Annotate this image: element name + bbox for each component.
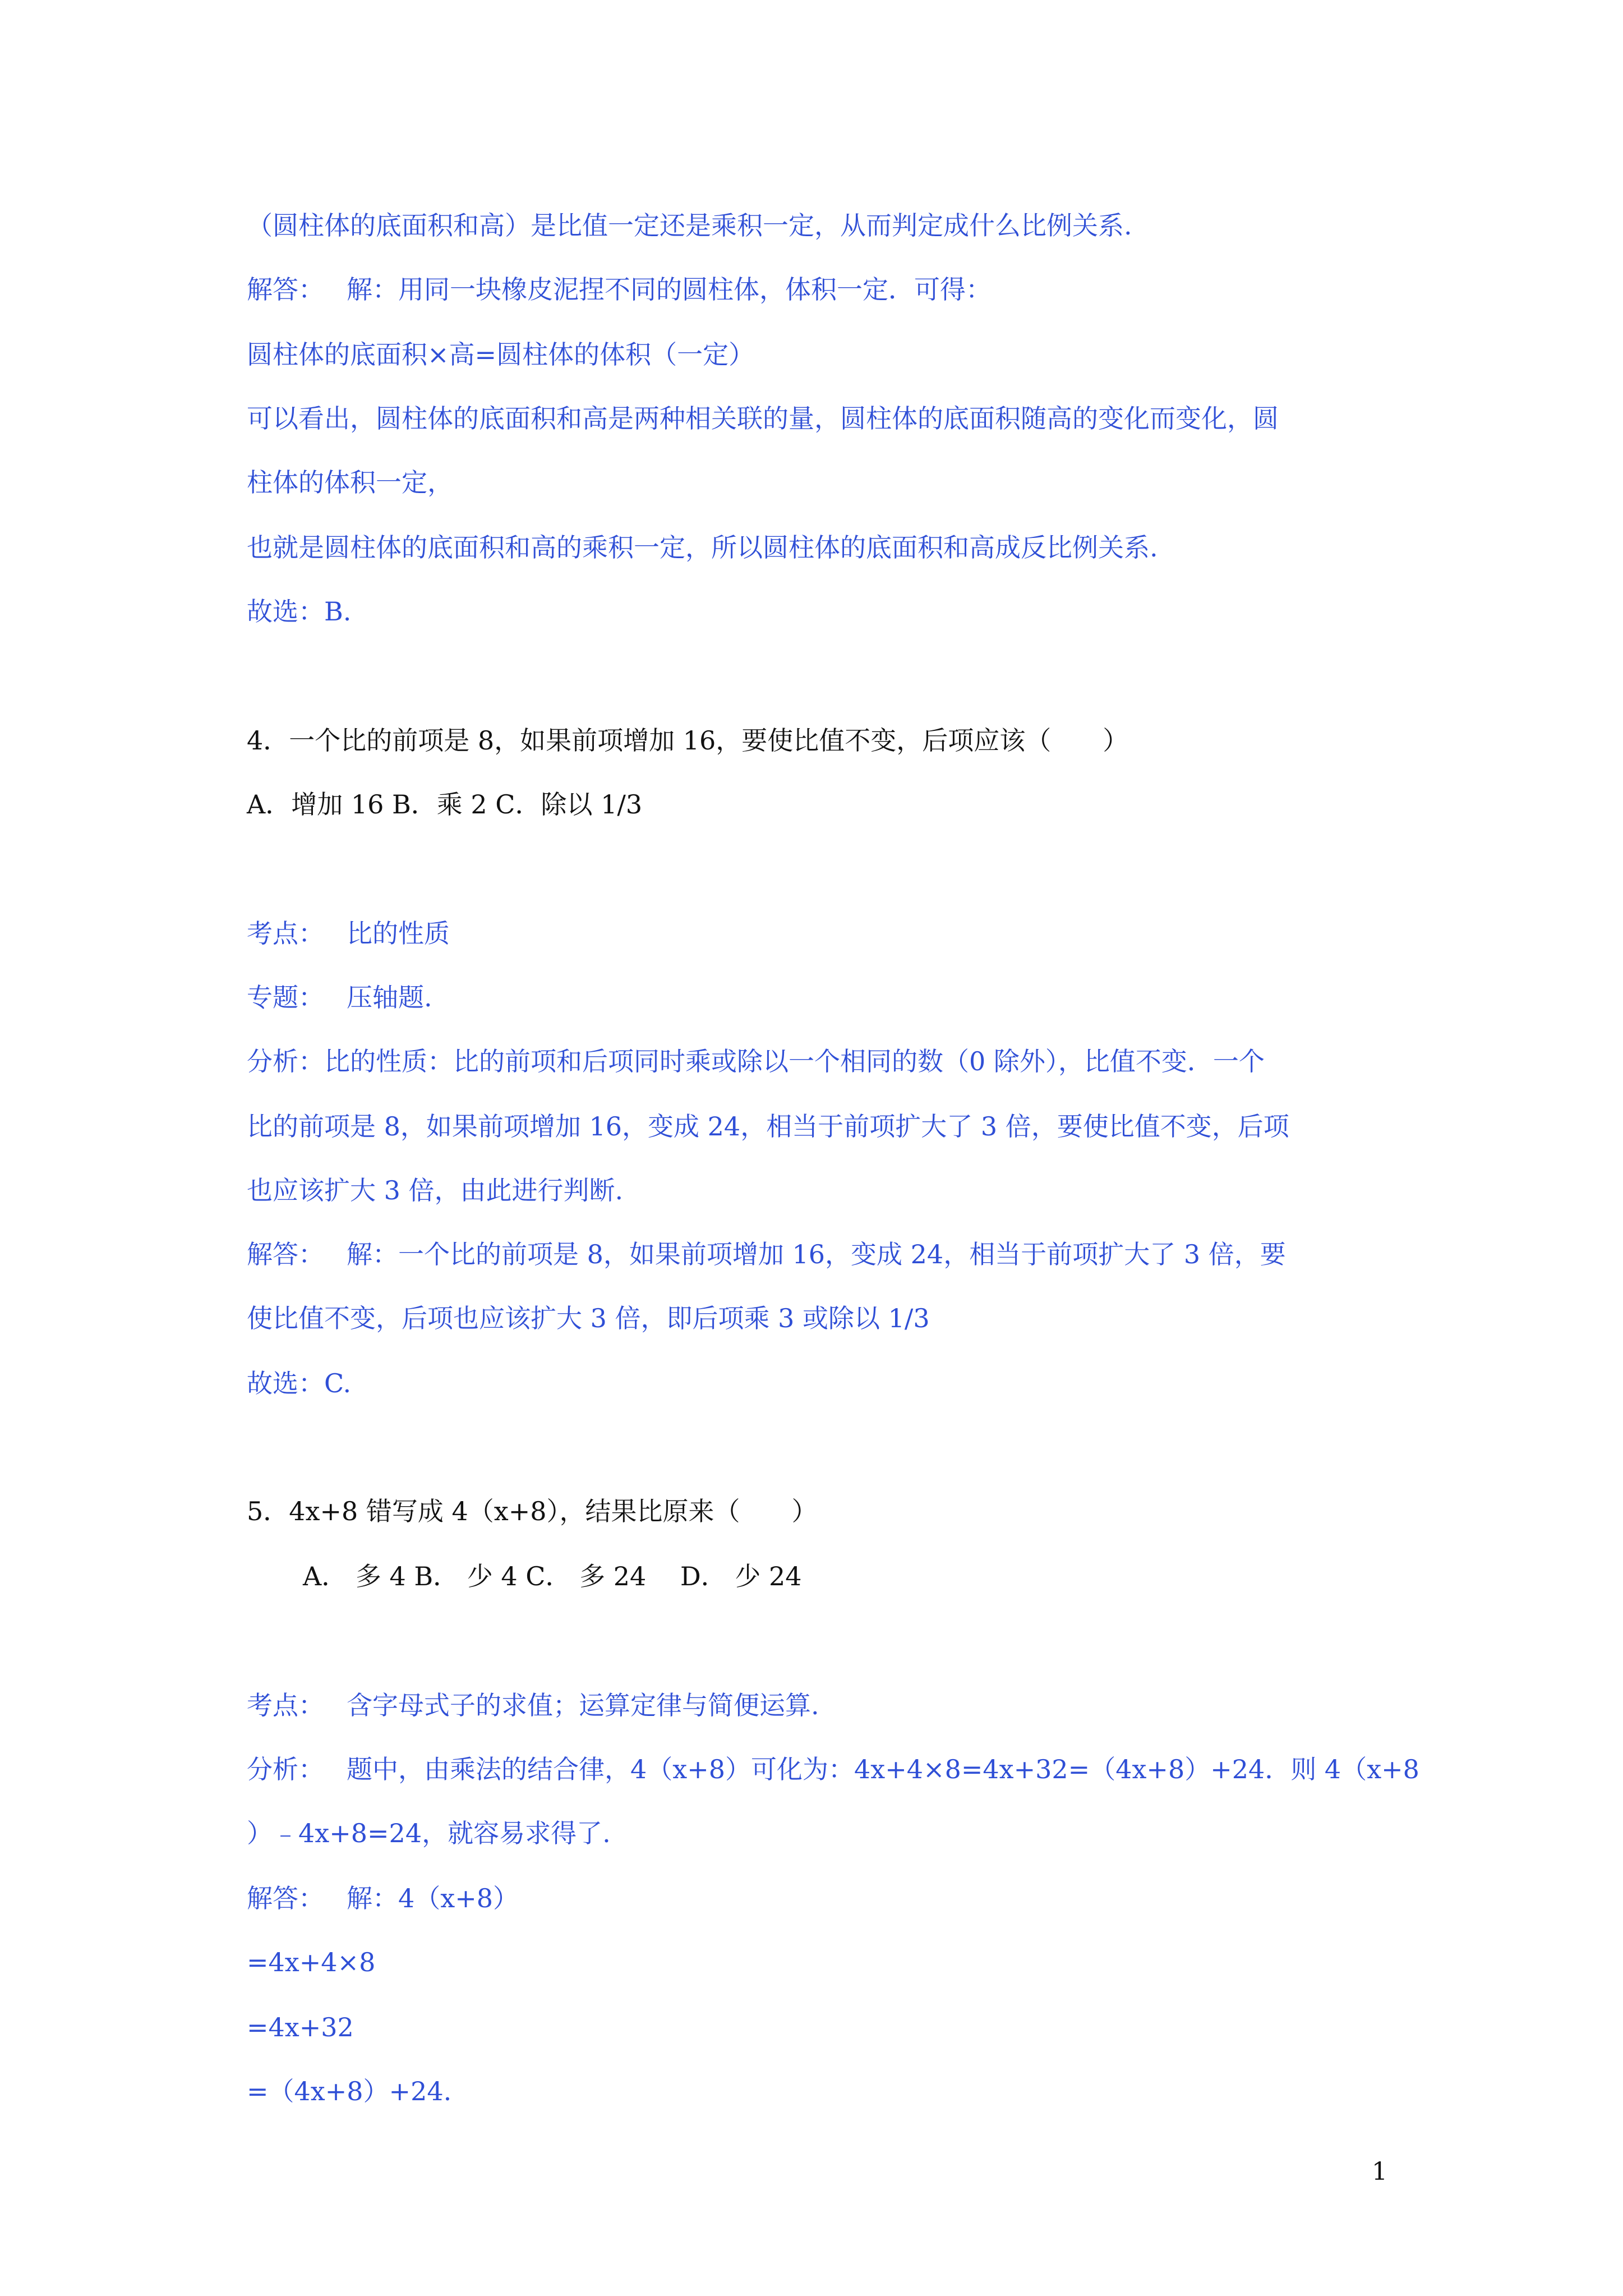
q3-answer-line-3: 可以看出，圆柱体的底面积和高是两种相关联的量，圆柱体的底面积随高的变化而变化，圆 bbox=[247, 403, 1279, 434]
q5-answer-line-3: =4x+32 bbox=[247, 2012, 354, 2042]
q5-answer-line-2: =4x+4×8 bbox=[247, 1947, 376, 1977]
q5-answer-text: 解：4（x+8） bbox=[347, 1883, 519, 1913]
q4-topic bbox=[247, 981, 432, 1014]
q3-answer-line-2: 圆柱体的底面积×高=圆柱体的体积（一定） bbox=[247, 339, 755, 370]
q5-analysis-line-2: ）﹣4x+8=24，就容易求得了. bbox=[247, 1818, 611, 1848]
q5-analysis-line-1 bbox=[247, 1752, 1419, 1786]
q4-answer-label: 解答： bbox=[247, 1239, 324, 1269]
q5-answer-line-1 bbox=[247, 1881, 519, 1915]
q5-analysis-label: 分析： bbox=[247, 1754, 324, 1784]
q5-answer-line-4: =（4x+8）+24. bbox=[247, 2076, 452, 2106]
q4-question: 4．一个比的前项是 8，如果前项增加 16，要使比值不变，后项应该（ ） bbox=[247, 725, 1129, 756]
q5-question: 5．4x+8 错写成 4（x+8），结果比原来（ ） bbox=[247, 1496, 818, 1526]
q5-analysis-text: 题中，由乘法的结合律，4（x+8）可化为：4x+4×8=4x+32=（4x+8）+24．则 4（x+8 bbox=[347, 1754, 1419, 1784]
q4-answer-text: 解：一个比的前项是 8，如果前项增加 16，变成 24，相当于前项扩大了 3 倍，要 bbox=[347, 1239, 1286, 1269]
q5-point-label: 考点： bbox=[247, 1690, 324, 1720]
q4-analysis-line-2: 比的前项是 8，如果前项增加 16，变成 24，相当于前项扩大了 3 倍，要使比值不变，后项 bbox=[247, 1111, 1289, 1142]
q4-point-label: 考点： bbox=[247, 918, 324, 949]
q3-answer-line-5: 也就是圆柱体的底面积和高的乘积一定，所以圆柱体的底面积和高成反比例关系. bbox=[247, 532, 1158, 563]
q4-topic-label: 专题： bbox=[247, 982, 324, 1013]
q3-answer-text: 解：用同一块橡皮泥捏不同的圆柱体，体积一定．可得： bbox=[347, 274, 992, 305]
q4-analysis-line-1: 分析：比的性质：比的前项和后项同时乘或除以一个相同的数（0 除外），比值不变．一个 bbox=[247, 1046, 1265, 1076]
q5-point bbox=[247, 1688, 819, 1722]
q5-point-text: 含字母式子的求值；运算定律与简便运算. bbox=[347, 1690, 819, 1720]
q3-answer-label: 解答： bbox=[247, 274, 324, 305]
q4-answer-line-2: 使比值不变，后项也应该扩大 3 倍，即后项乘 3 或除以 1/3 bbox=[247, 1303, 930, 1333]
q3-answer-line-1 bbox=[247, 273, 992, 306]
q4-analysis-line-3: 也应该扩大 3 倍，由此进行判断. bbox=[247, 1175, 624, 1205]
q4-choice: 故选：C. bbox=[247, 1368, 352, 1398]
q4-point bbox=[247, 917, 450, 950]
q3-choice: 故选：B. bbox=[247, 596, 352, 627]
q5-options: A． 多 4 B． 少 4 C． 多 24 D． 少 24 bbox=[303, 1561, 802, 1591]
q4-topic-text: 压轴题. bbox=[347, 982, 432, 1013]
page-number: 1 bbox=[1372, 2157, 1387, 2186]
q3-answer-line-4: 柱体的体积一定， bbox=[247, 467, 453, 498]
q5-answer-label: 解答： bbox=[247, 1883, 324, 1913]
q3-analysis-tail: （圆柱体的底面积和高）是比值一定还是乘积一定，从而判定成什么比例关系. bbox=[247, 210, 1132, 241]
q4-options: A．增加 16 B．乘 2 C．除以 1/3 bbox=[247, 789, 643, 820]
q4-point-text: 比的性质 bbox=[347, 918, 450, 949]
q4-answer-line-1 bbox=[247, 1237, 1286, 1271]
